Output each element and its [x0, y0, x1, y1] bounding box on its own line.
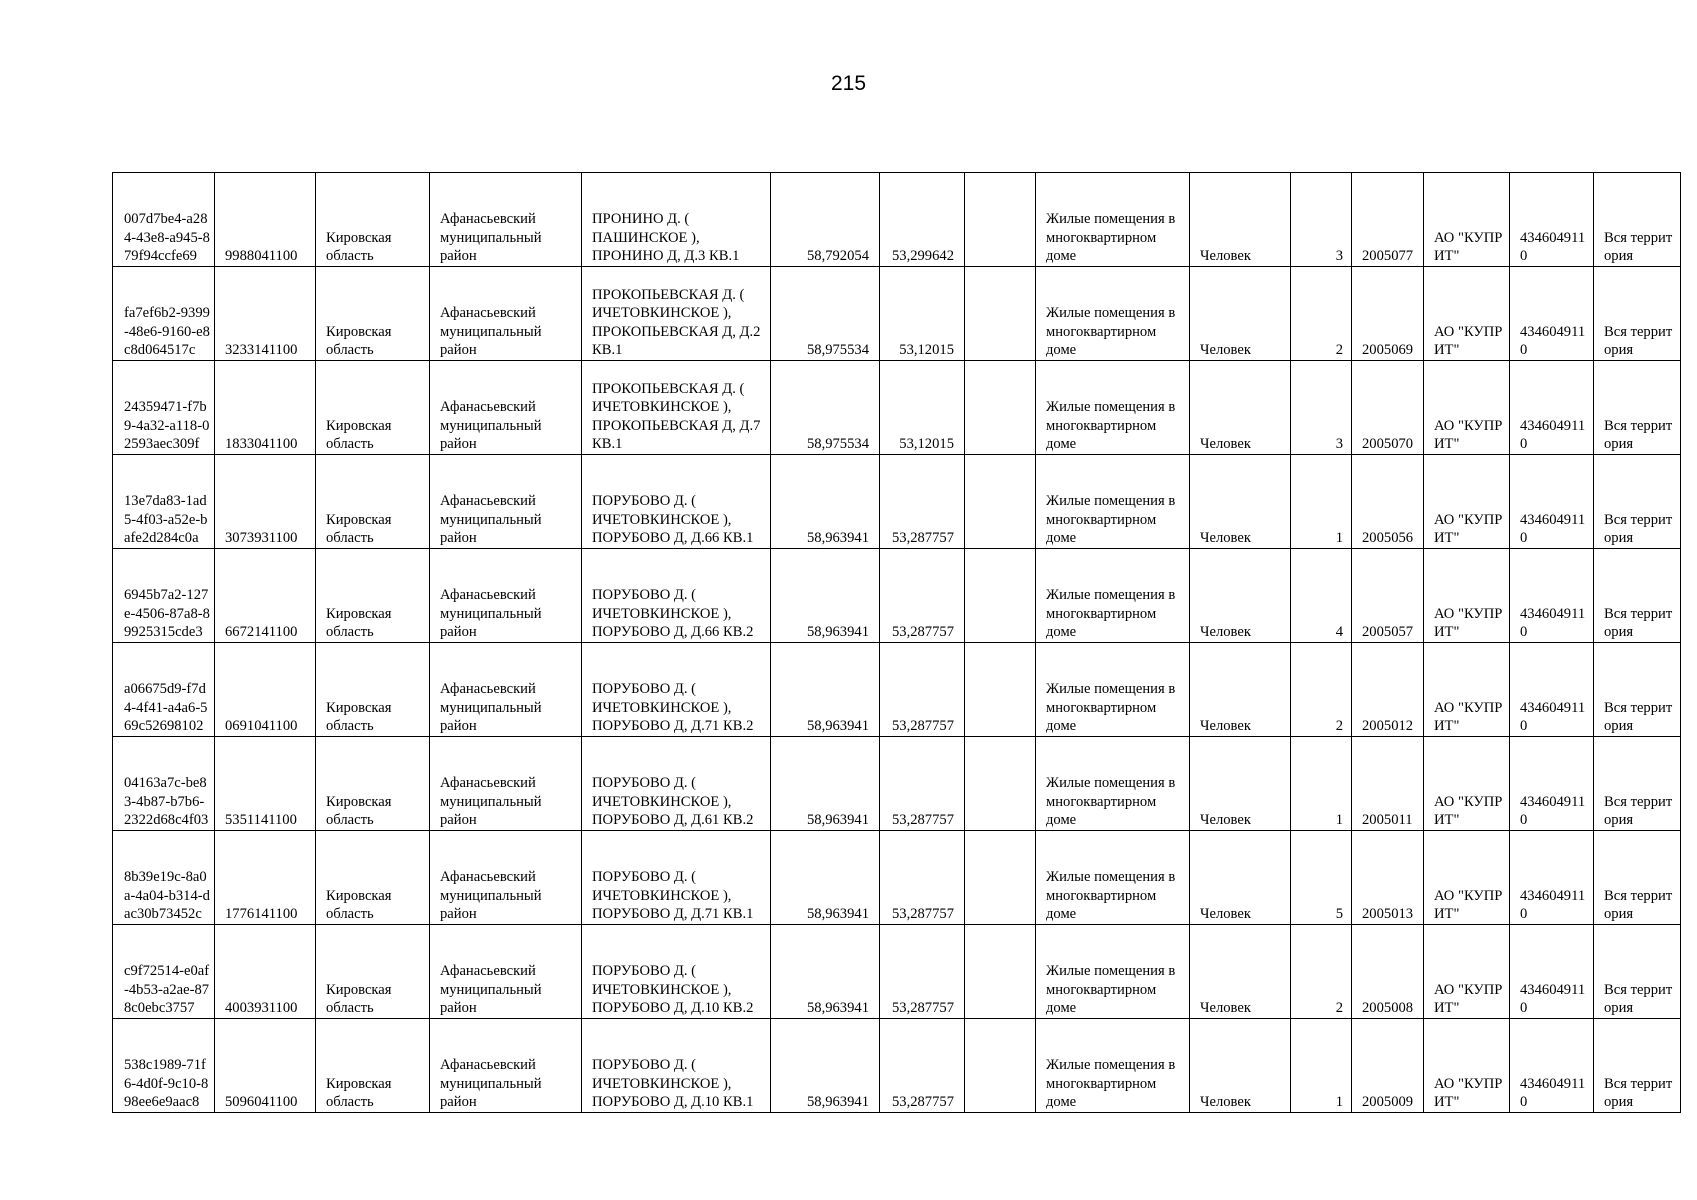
- cell-longitude: 53,287757: [880, 455, 965, 549]
- cell-id: a06675d9-f7d4-4f41-a4a6-569c52698102: [113, 643, 215, 737]
- cell-category: Жилые помещения в многоквартирном доме: [1036, 831, 1190, 925]
- cell-inn: 4346049110: [1510, 831, 1594, 925]
- cell-quantity: 2: [1291, 267, 1352, 361]
- cell-region: Кировская область: [316, 361, 430, 455]
- cell-address: ПОРУБОВО Д. ( ИЧЕТОВКИНСКОЕ ), ПОРУБОВО Д, Д.61 КВ.2: [582, 737, 771, 831]
- cell-address: ПРОНИНО Д. ( ПАШИНСКОЕ ), ПРОНИНО Д, Д.3 КВ.1: [582, 173, 771, 267]
- cell-territory: Вся территория: [1594, 831, 1681, 925]
- cell-unit: Человек: [1190, 925, 1291, 1019]
- cell-territory: Вся территория: [1594, 173, 1681, 267]
- table-row: [113, 549, 1681, 643]
- cell-organization: АО "КУПРИТ": [1424, 267, 1510, 361]
- cell-empty: [965, 361, 1036, 455]
- cell-address: ПОРУБОВО Д. ( ИЧЕТОВКИНСКОЕ ), ПОРУБОВО Д, Д.66 КВ.1: [582, 455, 771, 549]
- table-row: [113, 925, 1681, 1019]
- cell-period: 2005069: [1352, 267, 1424, 361]
- cell-inn: 4346049110: [1510, 361, 1594, 455]
- cell-unit: Человек: [1190, 173, 1291, 267]
- cell-id: 13e7da83-1ad5-4f03-a52e-bafe2d284c0a: [113, 455, 215, 549]
- cell-region: Кировская область: [316, 737, 430, 831]
- cell-empty: [965, 925, 1036, 1019]
- cell-quantity: 3: [1291, 361, 1352, 455]
- cell-longitude: 53,12015: [880, 361, 965, 455]
- cell-district: Афанасьевский муниципальный район: [430, 925, 582, 1019]
- cell-territory: Вся территория: [1594, 549, 1681, 643]
- cell-territory: Вся территория: [1594, 455, 1681, 549]
- cell-category: Жилые помещения в многоквартирном доме: [1036, 1019, 1190, 1113]
- registry-table: [112, 172, 1681, 1113]
- cell-address: ПОРУБОВО Д. ( ИЧЕТОВКИНСКОЕ ), ПОРУБОВО Д, Д.10 КВ.2: [582, 925, 771, 1019]
- cell-period: 2005008: [1352, 925, 1424, 1019]
- cell-id: c9f72514-e0af-4b53-a2ae-878c0ebc3757: [113, 925, 215, 1019]
- cell-district: Афанасьевский муниципальный район: [430, 1019, 582, 1113]
- cell-district: Афанасьевский муниципальный район: [430, 361, 582, 455]
- cell-period: 2005013: [1352, 831, 1424, 925]
- cell-id: 6945b7a2-127e-4506-87a8-89925315cde3: [113, 549, 215, 643]
- cell-longitude: 53,287757: [880, 549, 965, 643]
- cell-latitude: 58,975534: [771, 267, 880, 361]
- cell-period: 2005011: [1352, 737, 1424, 831]
- cell-category: Жилые помещения в многоквартирном доме: [1036, 173, 1190, 267]
- cell-quantity: 2: [1291, 925, 1352, 1019]
- cell-inn: 4346049110: [1510, 925, 1594, 1019]
- table-row: [113, 267, 1681, 361]
- cell-region: Кировская область: [316, 925, 430, 1019]
- cell-code: 5351141100: [215, 737, 316, 831]
- cell-empty: [965, 737, 1036, 831]
- table-row: [113, 831, 1681, 925]
- cell-district: Афанасьевский муниципальный район: [430, 549, 582, 643]
- cell-address: ПРОКОПЬЕВСКАЯ Д. ( ИЧЕТОВКИНСКОЕ ), ПРОКОПЬЕВСКАЯ Д, Д.2 КВ.1: [582, 267, 771, 361]
- cell-category: Жилые помещения в многоквартирном доме: [1036, 361, 1190, 455]
- cell-organization: АО "КУПРИТ": [1424, 831, 1510, 925]
- cell-territory: Вся территория: [1594, 1019, 1681, 1113]
- cell-category: Жилые помещения в многоквартирном доме: [1036, 925, 1190, 1019]
- cell-territory: Вся территория: [1594, 361, 1681, 455]
- cell-category: Жилые помещения в многоквартирном доме: [1036, 643, 1190, 737]
- cell-region: Кировская область: [316, 173, 430, 267]
- cell-address: ПОРУБОВО Д. ( ИЧЕТОВКИНСКОЕ ), ПОРУБОВО Д, Д.10 КВ.1: [582, 1019, 771, 1113]
- cell-region: Кировская область: [316, 831, 430, 925]
- cell-quantity: 2: [1291, 643, 1352, 737]
- cell-latitude: 58,963941: [771, 549, 880, 643]
- cell-quantity: 1: [1291, 737, 1352, 831]
- cell-period: 2005009: [1352, 1019, 1424, 1113]
- cell-empty: [965, 1019, 1036, 1113]
- cell-code: 6672141100: [215, 549, 316, 643]
- cell-period: 2005070: [1352, 361, 1424, 455]
- cell-code: 3073931100: [215, 455, 316, 549]
- cell-unit: Человек: [1190, 737, 1291, 831]
- cell-unit: Человек: [1190, 267, 1291, 361]
- cell-unit: Человек: [1190, 361, 1291, 455]
- cell-region: Кировская область: [316, 1019, 430, 1113]
- cell-territory: Вся территория: [1594, 267, 1681, 361]
- cell-district: Афанасьевский муниципальный район: [430, 173, 582, 267]
- cell-empty: [965, 831, 1036, 925]
- cell-longitude: 53,287757: [880, 737, 965, 831]
- cell-inn: 4346049110: [1510, 1019, 1594, 1113]
- cell-inn: 4346049110: [1510, 737, 1594, 831]
- table-row: [113, 643, 1681, 737]
- cell-id: 007d7be4-a284-43e8-a945-879f94ccfe69: [113, 173, 215, 267]
- cell-category: Жилые помещения в многоквартирном доме: [1036, 455, 1190, 549]
- cell-code: 1776141100: [215, 831, 316, 925]
- cell-district: Афанасьевский муниципальный район: [430, 831, 582, 925]
- cell-inn: 4346049110: [1510, 643, 1594, 737]
- cell-latitude: 58,963941: [771, 643, 880, 737]
- cell-organization: АО "КУПРИТ": [1424, 173, 1510, 267]
- table-row: [113, 173, 1681, 267]
- cell-latitude: 58,963941: [771, 925, 880, 1019]
- cell-code: 4003931100: [215, 925, 316, 1019]
- cell-empty: [965, 173, 1036, 267]
- cell-latitude: 58,792054: [771, 173, 880, 267]
- cell-region: Кировская область: [316, 267, 430, 361]
- cell-longitude: 53,287757: [880, 643, 965, 737]
- cell-code: 1833041100: [215, 361, 316, 455]
- cell-empty: [965, 549, 1036, 643]
- cell-empty: [965, 455, 1036, 549]
- table-row: [113, 737, 1681, 831]
- cell-longitude: 53,12015: [880, 267, 965, 361]
- cell-code: 0691041100: [215, 643, 316, 737]
- cell-longitude: 53,287757: [880, 925, 965, 1019]
- cell-inn: 4346049110: [1510, 455, 1594, 549]
- cell-inn: 4346049110: [1510, 267, 1594, 361]
- cell-longitude: 53,287757: [880, 1019, 965, 1113]
- cell-inn: 4346049110: [1510, 173, 1594, 267]
- cell-quantity: 1: [1291, 1019, 1352, 1113]
- table-row: [113, 361, 1681, 455]
- cell-empty: [965, 267, 1036, 361]
- cell-quantity: 3: [1291, 173, 1352, 267]
- cell-period: 2005056: [1352, 455, 1424, 549]
- cell-territory: Вся территория: [1594, 737, 1681, 831]
- cell-address: ПОРУБОВО Д. ( ИЧЕТОВКИНСКОЕ ), ПОРУБОВО Д, Д.66 КВ.2: [582, 549, 771, 643]
- cell-category: Жилые помещения в многоквартирном доме: [1036, 267, 1190, 361]
- cell-organization: АО "КУПРИТ": [1424, 549, 1510, 643]
- cell-organization: АО "КУПРИТ": [1424, 1019, 1510, 1113]
- cell-quantity: 4: [1291, 549, 1352, 643]
- cell-organization: АО "КУПРИТ": [1424, 361, 1510, 455]
- cell-id: 04163a7c-be83-4b87-b7b6-2322d68c4f03: [113, 737, 215, 831]
- cell-region: Кировская область: [316, 549, 430, 643]
- cell-unit: Человек: [1190, 831, 1291, 925]
- cell-district: Афанасьевский муниципальный район: [430, 267, 582, 361]
- cell-organization: АО "КУПРИТ": [1424, 737, 1510, 831]
- cell-address: ПОРУБОВО Д. ( ИЧЕТОВКИНСКОЕ ), ПОРУБОВО Д, Д.71 КВ.1: [582, 831, 771, 925]
- table-row: [113, 1019, 1681, 1113]
- cell-period: 2005012: [1352, 643, 1424, 737]
- cell-district: Афанасьевский муниципальный район: [430, 737, 582, 831]
- cell-unit: Человек: [1190, 549, 1291, 643]
- cell-id: 24359471-f7b9-4a32-a118-02593aec309f: [113, 361, 215, 455]
- cell-id: 8b39e19c-8a0a-4a04-b314-dac30b73452c: [113, 831, 215, 925]
- cell-inn: 4346049110: [1510, 549, 1594, 643]
- cell-organization: АО "КУПРИТ": [1424, 643, 1510, 737]
- cell-longitude: 53,299642: [880, 173, 965, 267]
- cell-code: 5096041100: [215, 1019, 316, 1113]
- cell-territory: Вся территория: [1594, 643, 1681, 737]
- cell-territory: Вся территория: [1594, 925, 1681, 1019]
- cell-latitude: 58,975534: [771, 361, 880, 455]
- cell-id: fa7ef6b2-9399-48e6-9160-e8c8d064517c: [113, 267, 215, 361]
- cell-longitude: 53,287757: [880, 831, 965, 925]
- cell-organization: АО "КУПРИТ": [1424, 925, 1510, 1019]
- cell-latitude: 58,963941: [771, 737, 880, 831]
- cell-address: ПОРУБОВО Д. ( ИЧЕТОВКИНСКОЕ ), ПОРУБОВО Д, Д.71 КВ.2: [582, 643, 771, 737]
- cell-period: 2005077: [1352, 173, 1424, 267]
- cell-region: Кировская область: [316, 455, 430, 549]
- cell-category: Жилые помещения в многоквартирном доме: [1036, 549, 1190, 643]
- cell-category: Жилые помещения в многоквартирном доме: [1036, 737, 1190, 831]
- cell-region: Кировская область: [316, 643, 430, 737]
- cell-unit: Человек: [1190, 643, 1291, 737]
- cell-unit: Человек: [1190, 455, 1291, 549]
- cell-quantity: 1: [1291, 455, 1352, 549]
- cell-latitude: 58,963941: [771, 1019, 880, 1113]
- cell-district: Афанасьевский муниципальный район: [430, 455, 582, 549]
- page-number: 215: [830, 72, 867, 95]
- cell-latitude: 58,963941: [771, 831, 880, 925]
- cell-empty: [965, 643, 1036, 737]
- cell-code: 3233141100: [215, 267, 316, 361]
- table-body: [113, 173, 1681, 1113]
- cell-id: 538c1989-71f6-4d0f-9c10-898ee6e9aac8: [113, 1019, 215, 1113]
- cell-unit: Человек: [1190, 1019, 1291, 1113]
- cell-quantity: 5: [1291, 831, 1352, 925]
- cell-period: 2005057: [1352, 549, 1424, 643]
- cell-organization: АО "КУПРИТ": [1424, 455, 1510, 549]
- cell-latitude: 58,963941: [771, 455, 880, 549]
- cell-address: ПРОКОПЬЕВСКАЯ Д. ( ИЧЕТОВКИНСКОЕ ), ПРОКОПЬЕВСКАЯ Д, Д.7 КВ.1: [582, 361, 771, 455]
- cell-code: 9988041100: [215, 173, 316, 267]
- table-row: [113, 455, 1681, 549]
- cell-district: Афанасьевский муниципальный район: [430, 643, 582, 737]
